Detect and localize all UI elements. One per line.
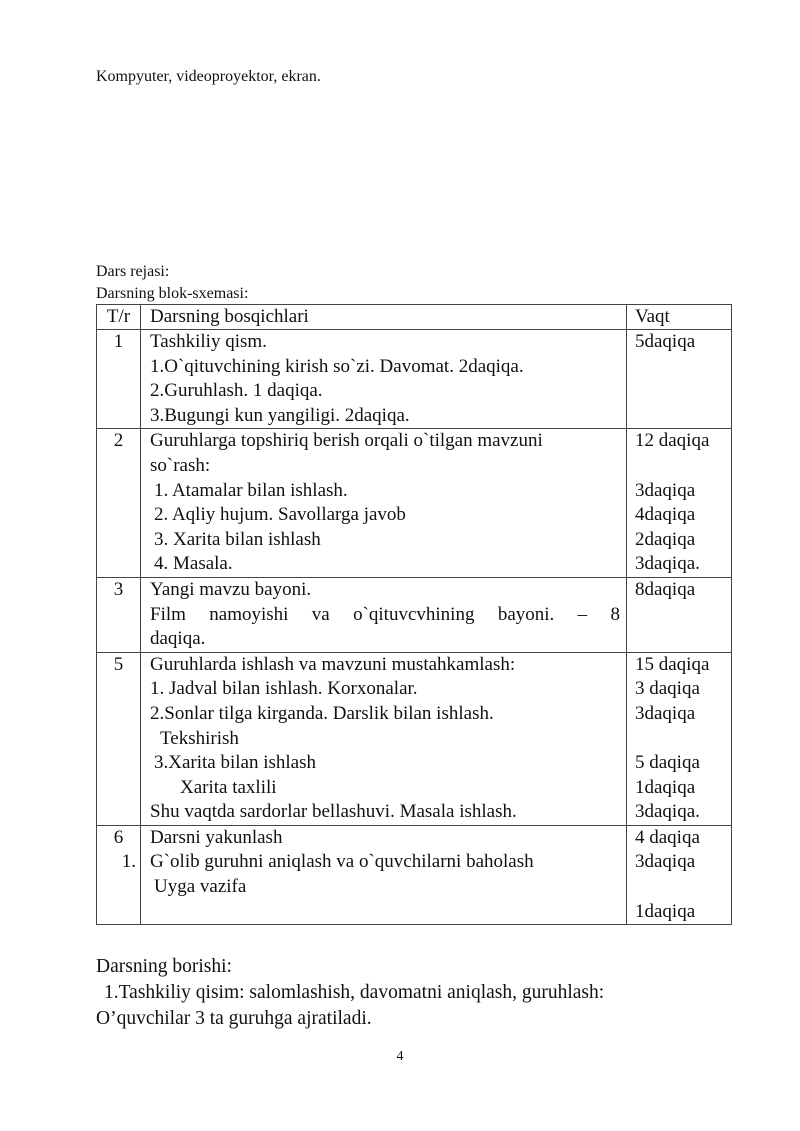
stage-line: 1. Jadval bilan ishlash. Korxonalar. [150, 678, 418, 700]
row-times [627, 429, 732, 578]
stage-line: 1.O`qituvchining kirish so`zi. Davomat. 2daqiqa. [150, 355, 524, 377]
time-value: 3daqiqa [635, 479, 696, 501]
page-number: 4 [396, 1049, 404, 1064]
stage-line: 3.Xarita bilan ishlash [154, 752, 316, 774]
table-row [97, 652, 732, 825]
stage-line: so`rash: [150, 454, 211, 476]
row-stages [141, 652, 627, 825]
time-value: 4daqiqa [635, 504, 696, 526]
row-times [627, 577, 732, 652]
stage-line: Uyga vazifa [154, 876, 247, 898]
header-number: T/r [97, 305, 141, 330]
block-scheme-title: Darsning blok-sxemasi: [96, 285, 249, 302]
row-number [97, 825, 141, 924]
stage-line: 4. Masala. [154, 553, 233, 575]
time-value: 3 daqiqa [635, 678, 700, 700]
time-value: 3daqiqa. [635, 553, 700, 575]
row-number: 1 [97, 330, 141, 429]
lesson-plan-table [96, 304, 732, 925]
lesson-progress-title: Darsning borishi: [96, 956, 232, 977]
stage-line: 3.Bugungi kun yangiligi. 2daqiqa. [150, 404, 410, 426]
row-times [627, 825, 732, 924]
stage-line: daqiqa. [150, 628, 206, 650]
stage-line: 2.Guruhlash. 1 daqiqa. [150, 380, 323, 402]
stage-line: Yangi mavzu bayoni. [150, 578, 312, 600]
row-stages [141, 577, 627, 652]
stage-line: Guruhlarda ishlash va mavzuni mustahkamlash: [150, 653, 516, 675]
time-value: 8daqiqa [635, 578, 696, 600]
table-row [97, 825, 732, 924]
time-value: 3daqiqa [635, 851, 696, 873]
stage-line: 2. Aqliy hujum. Savollarga javob [154, 504, 406, 526]
row-stages [141, 429, 627, 578]
stage-line: 2.Sonlar tilga kirganda. Darslik bilan ishlash. [150, 702, 494, 724]
stage-line: Xarita taxlili [180, 776, 277, 798]
table-row [97, 429, 732, 578]
table-header-row [97, 305, 732, 330]
stage-line: Tekshirish [160, 727, 239, 749]
lesson-progress-line: 1.Tashkiliy qisim: salomlashish, davomatni aniqlash, guruhlash: [104, 982, 605, 1003]
stage-line: G`olib guruhni aniqlash va o`quvchilarni baholash [150, 851, 534, 873]
time-value: 15 daqiqa [635, 653, 710, 675]
time-value: 4 daqiqa [635, 826, 700, 848]
row-number: 5 [97, 652, 141, 825]
plan-title: Dars rejasi: [96, 263, 170, 280]
row-times [627, 652, 732, 825]
time-value: 5daqiqa [635, 331, 696, 352]
lesson-progress-line: O’quvchilar 3 ta guruhga ajratiladi. [96, 1008, 372, 1029]
row-number-main: 6 [113, 826, 124, 848]
stage-line: Film namoyishi va o`qituvcvhining bayoni. – 8 [150, 603, 620, 625]
time-value: 3daqiqa [635, 702, 696, 724]
header-time: Vaqt [627, 305, 732, 330]
time-value: 5 daqiqa [635, 752, 700, 774]
stage-line: Guruhlarga topshiriq berish orqali o`tilgan mavzuni [150, 430, 543, 452]
row-times [627, 330, 732, 429]
row-stages [141, 825, 627, 924]
table-row [97, 577, 732, 652]
stage-line: 3. Xarita bilan ishlash [154, 528, 321, 550]
row-number-sub: 1. [121, 851, 136, 873]
time-value: 1daqiqa [635, 900, 696, 922]
stage-line: Shu vaqtda sardorlar bellashuvi. Masala ishlash. [150, 801, 517, 823]
lesson-progress-section [96, 954, 604, 1032]
row-number: 2 [97, 429, 141, 578]
time-value: 1daqiqa [635, 776, 696, 798]
time-value: 12 daqiqa [635, 430, 710, 452]
row-number: 3 [97, 577, 141, 652]
stage-line: 1. Atamalar bilan ishlash. [154, 479, 348, 501]
time-value: 2daqiqa [635, 528, 696, 550]
time-value: 3daqiqa. [635, 801, 700, 823]
table-row [97, 330, 732, 429]
row-stages [141, 330, 627, 429]
stage-line: Darsni yakunlash [150, 826, 283, 848]
stage-line: Tashkiliy qism. [150, 331, 267, 352]
equipment-text: Kompyuter, videoproyektor, ekran. [96, 68, 321, 85]
header-stages: Darsning bosqichlari [141, 305, 627, 330]
